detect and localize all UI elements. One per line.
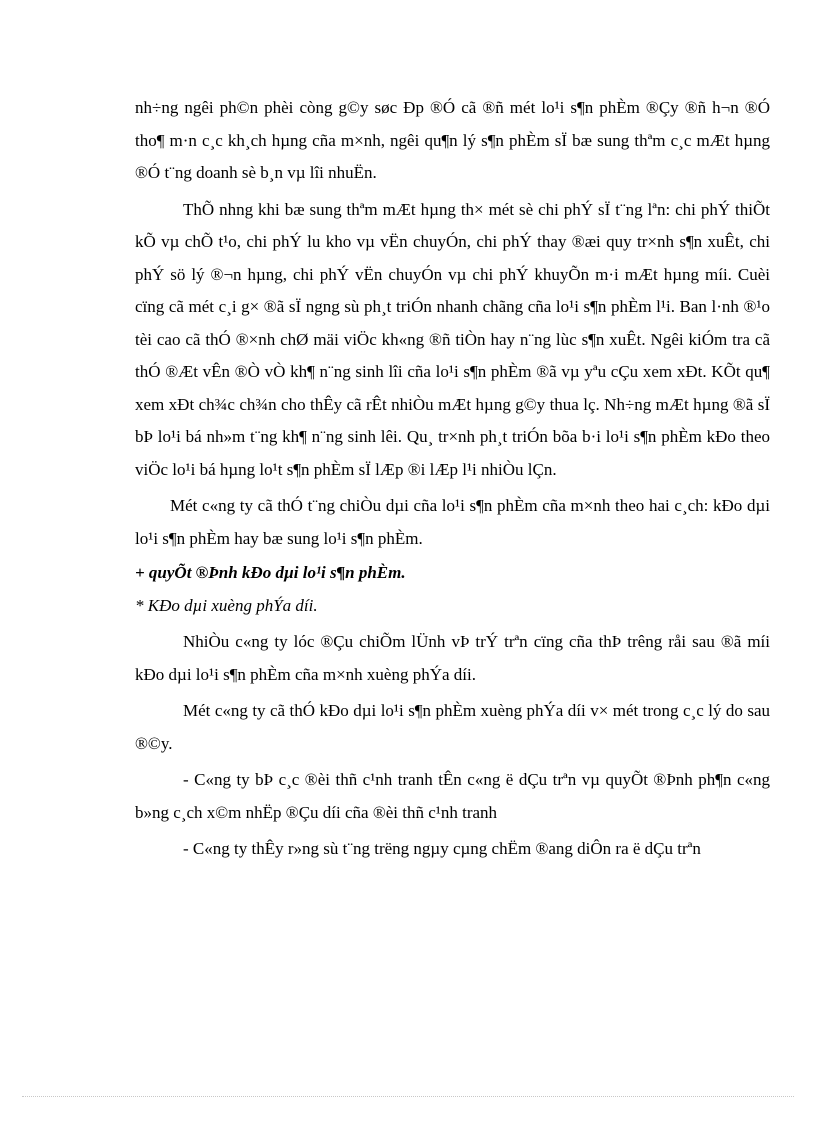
list-item: - C«ng ty thÊy r»ng sù t¨ng trëng ngµy cµng chËm ®ang diÔn ra ë dÇu trªn — [183, 839, 701, 858]
paragraph-5: Mét c«ng ty cã thÓ kÐo dµi lo¹i s¶n phÈm xuèng phÝa díi v× mét trong c¸c lý do sau ®©y. — [135, 701, 770, 753]
document-body — [135, 92, 770, 866]
paragraph-3: Mét c«ng ty cã thÓ t¨ng chiÒu dµi cña lo¹i s¶n phÈm cña m×nh theo hai c¸ch: kÐo dµi lo¹i s¶n phÈm hay bæ sung lo¹i s¶n phÈm. — [135, 496, 770, 548]
subheading: * KÐo dµi xuèng phÝa díi. — [135, 595, 318, 615]
section-heading: + quyÕt ®Þnh kÐo dµi lo¹i s¶n phÈm. — [135, 563, 406, 582]
paragraph-2: ThÕ nhng khi bæ sung thªm mÆt hµng th× mét sè chi phÝ sÏ t¨ng lªn: chi phÝ thiÕt kÕ vµ chÕ t¹o, chi phÝ lu kho vµ vËn chuyÓn, chi phÝ thay ®æi quy tr×nh s¶n xuÊt, chi phÝ sö lý ®¬n hµng, chi phÝ vËn chuyÓn vµ chi phÝ khuyÕn m·i mÆt hµng míi. Cuèi cïng cã mét c¸i g× ®ã sÏ ngng sù ph¸t triÓn nhanh chãng cña lo¹i s¶n phÈm l¹i. Ban l·nh ®¹o tèi cao cã thÓ ®×nh chØ mäi viÖc kh«ng ®ñ tiÒn hay n¨ng lùc s¶n xuÊt. Ngêi kiÓm tra cã thÓ ®Æt vÊn ®Ò vÒ kh¶ n¨ng sinh lîi cña lo¹i s¶n phÈm ®ã vµ yªu cÇu xem xÐt. KÕt qu¶ xem xÐt ch¾c ch¾n cho thÊy cã rÊt nhiÒu mÆt hµng g©y thua lç. Nh÷ng mÆt hµng ®ã sÏ bÞ lo¹i bá nh»m t¨ng kh¶ n¨ng sinh lêi. Qu¸ tr×nh ph¸t triÓn bõa b·i lo¹i s¶n phÈm kÐo theo viÖc lo¹i bá hµng lo¹t s¶n phÈm sÏ lÆp ®i lÆp l¹i nhiÒu lÇn. — [135, 199, 770, 479]
paragraph-1: nh÷ng ngêi ph©n phèi còng g©y søc Ðp ®Ó cã ®ñ mét lo¹i s¶n phÈm ®Çy ®ñ h¬n ®Ó tho¶ m·n c¸c kh¸ch hµng cña m×nh, ngêi qu¶n lý s¶n phÈm sÏ bæ sung thªm c¸c mÆt hµng ®Ó t¨ng doanh sè b¸n vµ lîi nhuËn. — [135, 98, 770, 182]
page-divider — [22, 1096, 794, 1097]
list-item: - C«ng ty bÞ c¸c ®èi thñ c¹nh tranh tÊn c«ng ë dÇu trªn vµ quyÕt ®Þnh ph¶n c«ng b»ng c¸ch x©m nhËp ®Çu díi cña ®èi thñ c¹nh tranh — [135, 770, 770, 822]
paragraph-4: NhiÒu c«ng ty lóc ®Çu chiÕm lÜnh vÞ trÝ trªn cïng cña thÞ trêng råi sau ®ã míi kÐo dµi lo¹i s¶n phÈm cña m×nh xuèng phÝa díi. — [135, 632, 770, 684]
